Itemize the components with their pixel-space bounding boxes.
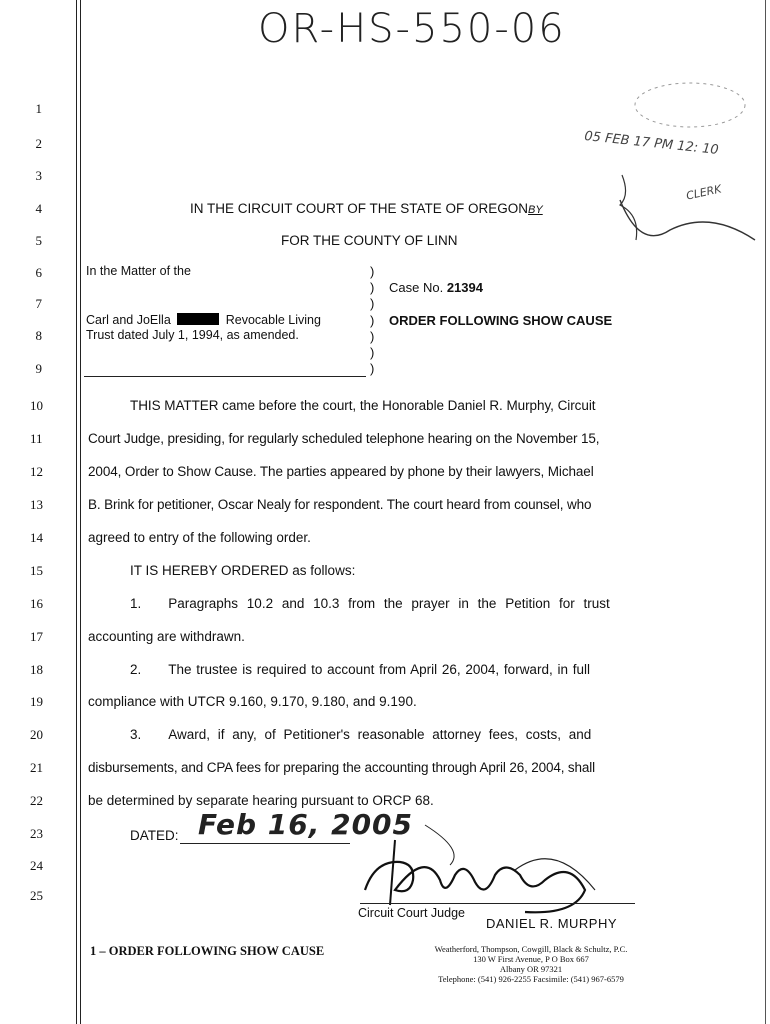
line-number: 7: [35, 296, 42, 311]
line-number: 6: [35, 265, 42, 280]
body-line: THIS MATTER came before the court, the Honorable Daniel R. Murphy, Circuit: [130, 398, 596, 413]
line-number: 20: [30, 727, 43, 742]
caption-matter-line: In the Matter of the: [86, 264, 191, 278]
stamp-clerk: CLERK: [685, 182, 723, 203]
redaction-bar: [177, 313, 219, 325]
line-number: 21: [30, 760, 43, 775]
line-number: 25: [30, 888, 43, 903]
line-number: 2: [35, 136, 42, 151]
signature-label: Circuit Court Judge: [358, 906, 465, 920]
line-number: 9: [35, 361, 42, 376]
body-line: IT IS HEREBY ORDERED as follows:: [130, 563, 356, 578]
line-number: 18: [30, 662, 43, 677]
line-number: 8: [35, 328, 42, 343]
line-number: 24: [30, 858, 43, 873]
line-number: 1: [35, 101, 42, 116]
line-number: 10: [30, 398, 43, 413]
dated-label: DATED:: [130, 828, 179, 843]
court-title-suffix: BY: [528, 204, 543, 216]
stamp-artwork: [560, 80, 760, 255]
left-margin-rule-inner: [80, 0, 81, 1024]
order-title: ORDER FOLLOWING SHOW CAUSE: [389, 313, 613, 328]
judge-name: DANIEL R. MURPHY: [486, 916, 618, 931]
body-line: 3. Award, if any, of Petitioner's reasonable attorney fees, costs, and: [130, 727, 592, 742]
body-line: Court Judge, presiding, for regularly scheduled telephone hearing on the November 15,: [88, 431, 600, 446]
signature-line: [360, 903, 635, 904]
caption-party-trust: Revocable Living: [225, 313, 321, 327]
line-number: 19: [30, 694, 43, 709]
line-number: 22: [30, 793, 43, 808]
case-number-line: [389, 280, 483, 295]
line-number: 4: [35, 201, 42, 216]
stamp-date: 05 FEB 17 PM 12: 10: [583, 128, 720, 159]
line-number: 12: [30, 464, 43, 479]
dated-underline: [180, 843, 350, 844]
case-number-label: Case No.: [389, 280, 444, 295]
left-margin-rule-outer: [76, 0, 77, 1024]
case-number: 21394: [446, 280, 483, 295]
body-line: 1. Paragraphs 10.2 and 10.3 from the prayer in the Petition for trust: [130, 596, 610, 611]
right-margin-rule: [765, 0, 766, 1024]
body-line: agreed to entry of the following order.: [88, 530, 311, 545]
dated-value: Feb 16, 2005: [198, 808, 414, 841]
firm-name: Weatherford, Thompson, Cowgill, Black & Schultz, P.C.: [434, 944, 628, 954]
line-number: 13: [30, 497, 43, 512]
county-title: FOR THE COUNTY OF LINN: [281, 233, 458, 248]
line-number: 14: [30, 530, 43, 545]
body-line: compliance with UTCR 9.160, 9.170, 9.180, and 9.190.: [88, 694, 417, 709]
firm-phone: Telephone: (541) 926-2255 Facsimile: (541) 967-6579: [438, 974, 624, 984]
court-title: [190, 201, 543, 216]
body-line: be determined by separate hearing pursuant to ORCP 68.: [88, 793, 434, 808]
footer-page-title: 1 – ORDER FOLLOWING SHOW CAUSE: [90, 944, 325, 958]
footer-firm-block: [396, 944, 666, 984]
judge-signature: [355, 820, 635, 920]
line-number: 16: [30, 596, 43, 611]
handwritten-case-reference: OR-HS-550-06: [258, 6, 566, 52]
line-number: 5: [35, 233, 42, 248]
line-number: 11: [30, 431, 43, 446]
line-number: 15: [30, 563, 43, 578]
firm-city: Albany OR 97321: [499, 964, 563, 974]
caption-party-line: [86, 313, 321, 327]
caption-trust-date: Trust dated July 1, 1994, as amended.: [86, 328, 299, 342]
body-line: B. Brink for petitioner, Oscar Nealy for respondent. The court heard from counsel, who: [88, 497, 592, 512]
body-line: 2. The trustee is required to account from April 26, 2004, forward, in full: [130, 662, 590, 677]
body-line: disbursements, and CPA fees for preparing the accounting through April 26, 2004, shall: [88, 760, 595, 775]
body-line: accounting are withdrawn.: [88, 629, 245, 644]
body-line: 2004, Order to Show Cause. The parties appeared by phone by their lawyers, Michael: [88, 464, 594, 479]
line-number: 17: [30, 629, 43, 644]
line-number: 3: [35, 168, 42, 183]
line-number: 23: [30, 826, 43, 841]
caption-party-name: Carl and JoElla: [86, 313, 171, 327]
court-title-text: IN THE CIRCUIT COURT OF THE STATE OF OREGON: [190, 201, 529, 216]
firm-address: 130 W First Avenue, P O Box 667: [473, 954, 589, 964]
